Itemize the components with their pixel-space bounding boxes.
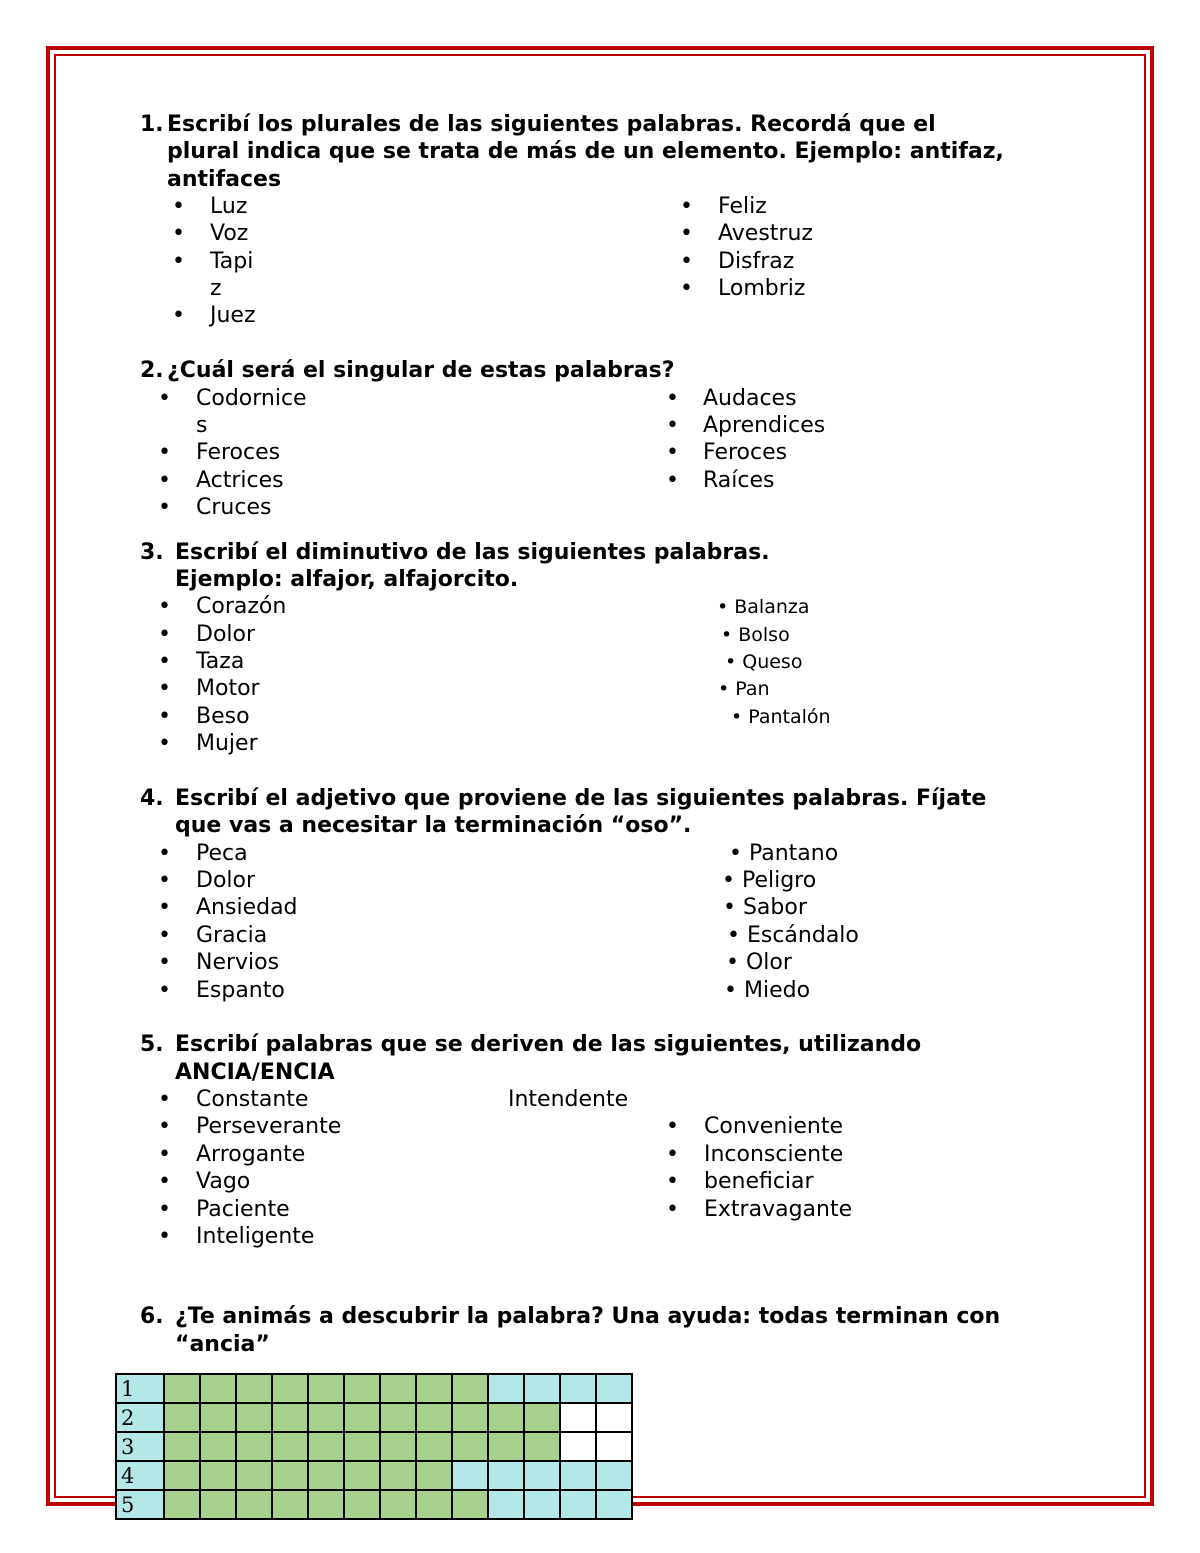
grid-row-number: 3: [116, 1432, 164, 1461]
bullet: •: [158, 386, 171, 411]
grid-cell[interactable]: [308, 1374, 344, 1403]
bullet: •: [666, 386, 679, 411]
grid-cell[interactable]: [596, 1461, 632, 1490]
q2-left-item: Actrices: [196, 468, 284, 493]
q4-number: 4.: [140, 786, 164, 811]
bullet: •: [172, 249, 185, 274]
grid-cell[interactable]: [200, 1461, 236, 1490]
grid-cell[interactable]: [236, 1432, 272, 1461]
q4-left-item: Nervios: [196, 950, 280, 975]
q1-right-item: Lombriz: [718, 276, 806, 301]
q4-right-item: • Escándalo: [727, 923, 859, 948]
grid-cell[interactable]: [344, 1374, 380, 1403]
bullet: •: [158, 731, 171, 756]
grid-cell[interactable]: [488, 1461, 524, 1490]
q4-left-item: Espanto: [196, 978, 285, 1003]
grid-cell[interactable]: [488, 1432, 524, 1461]
grid-row: [116, 1403, 632, 1432]
q5-left-item: Vago: [196, 1169, 251, 1194]
grid-cell[interactable]: [344, 1461, 380, 1490]
grid-row-number: 4: [116, 1461, 164, 1490]
grid-cell[interactable]: [452, 1490, 488, 1519]
q3-left-item: Motor: [196, 676, 260, 701]
grid-cell[interactable]: [272, 1490, 308, 1519]
bullet: •: [158, 895, 171, 920]
q5-right-item: beneficiar: [704, 1169, 814, 1194]
q3-right-item: • Balanza: [717, 596, 810, 618]
grid-cell[interactable]: [200, 1403, 236, 1432]
grid-cell[interactable]: [164, 1374, 200, 1403]
q1-right-item: Feliz: [718, 194, 767, 219]
q2-right-item: Aprendices: [703, 413, 826, 438]
grid-cell[interactable]: [596, 1490, 632, 1519]
grid-row-number: 1: [116, 1374, 164, 1403]
bullet: •: [666, 413, 679, 438]
grid-cell[interactable]: [524, 1403, 560, 1432]
bullet: •: [158, 978, 171, 1003]
q1-left-item: Juez: [210, 303, 256, 328]
grid-cell[interactable]: [236, 1403, 272, 1432]
q3-right-item: • Pantalón: [731, 706, 831, 728]
q1-heading-line1: Escribí los plurales de las siguientes palabras. Recordá que el: [167, 112, 936, 137]
grid-cell[interactable]: [416, 1490, 452, 1519]
grid-cell[interactable]: [488, 1490, 524, 1519]
bullet: •: [666, 1197, 679, 1222]
q3-left-item: Mujer: [196, 731, 258, 756]
q1-number: 1.: [140, 112, 164, 137]
grid-row-number: 2: [116, 1403, 164, 1432]
q5-right-item: Extravagante: [704, 1197, 853, 1222]
grid-cell[interactable]: [272, 1432, 308, 1461]
bullet: •: [680, 221, 693, 246]
q3-left-item: Beso: [196, 704, 250, 729]
bullet: •: [158, 622, 171, 647]
q4-heading-line2: que vas a necesitar la terminación “oso”.: [175, 813, 692, 838]
grid-cell[interactable]: [308, 1432, 344, 1461]
grid-cell[interactable]: [524, 1374, 560, 1403]
q2-left-item: Cruces: [196, 495, 272, 520]
q4-right-item: • Olor: [726, 950, 792, 975]
grid-cell[interactable]: [452, 1461, 488, 1490]
q5-left-item: Constante: [196, 1087, 309, 1112]
bullet: •: [158, 495, 171, 520]
grid-cell[interactable]: [380, 1490, 416, 1519]
bullet: •: [666, 440, 679, 465]
grid-cell[interactable]: [416, 1461, 452, 1490]
q1-right-item: Disfraz: [718, 249, 795, 274]
q3-left-item: Corazón: [196, 594, 287, 619]
grid-cell[interactable]: [560, 1403, 596, 1432]
grid-cell[interactable]: [524, 1490, 560, 1519]
grid-cell[interactable]: [596, 1403, 632, 1432]
bullet: •: [158, 950, 171, 975]
q4-left-item: Gracia: [196, 923, 268, 948]
q5-left-item: Arrogante: [196, 1142, 306, 1167]
grid-cell[interactable]: [272, 1374, 308, 1403]
q5-left-item: Paciente: [196, 1197, 290, 1222]
grid-cell[interactable]: [524, 1461, 560, 1490]
grid-row: [116, 1432, 632, 1461]
q5-middle-item: Intendente: [508, 1087, 629, 1112]
grid-cell[interactable]: [236, 1490, 272, 1519]
q1-heading-line3: antifaces: [167, 167, 282, 192]
q3-right-item: • Queso: [725, 651, 803, 673]
grid-cell[interactable]: [164, 1432, 200, 1461]
grid-cell[interactable]: [380, 1461, 416, 1490]
grid-cell[interactable]: [200, 1490, 236, 1519]
grid-cell[interactable]: [452, 1403, 488, 1432]
q3-number: 3.: [140, 540, 164, 565]
q2-right-item: Raíces: [703, 468, 775, 493]
grid-cell[interactable]: [344, 1432, 380, 1461]
q5-left-item: Perseverante: [196, 1114, 342, 1139]
q3-left-item: Taza: [196, 649, 245, 674]
grid-cell[interactable]: [236, 1461, 272, 1490]
grid-cell[interactable]: [344, 1403, 380, 1432]
q1-left-item: Voz: [210, 221, 249, 246]
bullet: •: [158, 649, 171, 674]
grid-cell[interactable]: [524, 1432, 560, 1461]
q6-heading-line2: “ancia”: [175, 1332, 270, 1357]
grid-cell[interactable]: [380, 1432, 416, 1461]
grid-cell[interactable]: [308, 1490, 344, 1519]
q2-heading: ¿Cuál será el singular de estas palabras?: [167, 358, 675, 383]
bullet: •: [158, 923, 171, 948]
q4-left-item: Ansiedad: [196, 895, 298, 920]
q2-right-item: Audaces: [703, 386, 797, 411]
bullet: •: [172, 303, 185, 328]
bullet: •: [680, 249, 693, 274]
grid-cell[interactable]: [452, 1374, 488, 1403]
q2-right-item: Feroces: [703, 440, 788, 465]
q4-left-item: Dolor: [196, 868, 256, 893]
q5-right-item: Inconsciente: [704, 1142, 844, 1167]
grid-cell[interactable]: [560, 1432, 596, 1461]
q3-right-item: • Bolso: [721, 624, 790, 646]
word-puzzle-grid: [115, 1373, 633, 1520]
q2-left-item: Codornice: [196, 386, 307, 411]
q1-left-item: Luz: [210, 194, 248, 219]
grid-cell[interactable]: [416, 1403, 452, 1432]
q5-right-item: Conveniente: [704, 1114, 844, 1139]
q2-left-item: Feroces: [196, 440, 281, 465]
grid-cell[interactable]: [164, 1403, 200, 1432]
q6-number: 6.: [140, 1304, 164, 1329]
grid-cell[interactable]: [488, 1403, 524, 1432]
bullet: •: [158, 440, 171, 465]
q4-heading-line1: Escribí el adjetivo que proviene de las siguientes palabras. Fíjate: [175, 786, 987, 811]
q4-right-item: • Peligro: [722, 868, 817, 893]
bullet: •: [158, 594, 171, 619]
bullet: •: [666, 1142, 679, 1167]
grid-cell[interactable]: [200, 1374, 236, 1403]
grid-cell[interactable]: [416, 1374, 452, 1403]
grid-cell[interactable]: [272, 1461, 308, 1490]
grid-row: [116, 1374, 632, 1403]
grid-cell[interactable]: [380, 1403, 416, 1432]
bullet: •: [680, 194, 693, 219]
q3-right-item: • Pan: [718, 678, 770, 700]
bullet: •: [666, 1114, 679, 1139]
q5-left-item: Inteligente: [196, 1224, 315, 1249]
grid-cell[interactable]: [236, 1374, 272, 1403]
grid-row: [116, 1490, 632, 1519]
grid-cell[interactable]: [596, 1432, 632, 1461]
bullet: •: [666, 1169, 679, 1194]
bullet: •: [158, 841, 171, 866]
q5-heading-line2: ANCIA/ENCIA: [175, 1060, 335, 1085]
grid-cell[interactable]: [416, 1432, 452, 1461]
bullet: •: [158, 1142, 171, 1167]
bullet: •: [158, 1224, 171, 1249]
grid-row: [116, 1461, 632, 1490]
grid-cell[interactable]: [596, 1374, 632, 1403]
grid-cell[interactable]: [164, 1490, 200, 1519]
bullet: •: [680, 276, 693, 301]
grid-cell[interactable]: [560, 1490, 596, 1519]
grid-cell[interactable]: [452, 1432, 488, 1461]
q1-right-item: Avestruz: [718, 221, 813, 246]
bullet: •: [158, 676, 171, 701]
grid-cell[interactable]: [344, 1490, 380, 1519]
q2-number: 2.: [140, 358, 164, 383]
grid-cell[interactable]: [380, 1374, 416, 1403]
q3-left-item: Dolor: [196, 622, 256, 647]
q5-number: 5.: [140, 1032, 164, 1057]
bullet: •: [158, 1114, 171, 1139]
grid-cell[interactable]: [164, 1461, 200, 1490]
q4-right-item: • Sabor: [723, 895, 807, 920]
q5-heading-line1: Escribí palabras que se deriven de las siguientes, utilizando: [175, 1032, 922, 1057]
grid-cell[interactable]: [308, 1461, 344, 1490]
bullet: •: [158, 1087, 171, 1112]
bullet: •: [158, 468, 171, 493]
grid-cell[interactable]: [272, 1403, 308, 1432]
q1-heading-line2: plural indica que se trata de más de un elemento. Ejemplo: antifaz,: [167, 139, 1004, 164]
q4-left-item: Peca: [196, 841, 248, 866]
grid-cell[interactable]: [308, 1403, 344, 1432]
bullet: •: [158, 1197, 171, 1222]
grid-row-number: 5: [116, 1490, 164, 1519]
grid-cell[interactable]: [488, 1374, 524, 1403]
q1-left-item: Tapi: [210, 249, 254, 274]
q3-heading-line2: Ejemplo: alfajor, alfajorcito.: [175, 567, 519, 592]
bullet: •: [172, 194, 185, 219]
bullet: •: [158, 1169, 171, 1194]
q4-right-item: • Pantano: [729, 841, 839, 866]
grid-cell[interactable]: [560, 1461, 596, 1490]
bullet: •: [666, 468, 679, 493]
bullet: •: [158, 704, 171, 729]
q3-heading-line1: Escribí el diminutivo de las siguientes palabras.: [175, 540, 770, 565]
grid-cell[interactable]: [560, 1374, 596, 1403]
q6-heading-line1: ¿Te animás a descubrir la palabra? Una ayuda: todas terminan con: [175, 1304, 1001, 1329]
grid-cell[interactable]: [200, 1432, 236, 1461]
bullet: •: [158, 868, 171, 893]
q1-left-item-wrap: z: [210, 276, 222, 301]
q4-right-item: • Miedo: [724, 978, 811, 1003]
bullet: •: [172, 221, 185, 246]
q2-left-item-wrap: s: [196, 413, 208, 438]
